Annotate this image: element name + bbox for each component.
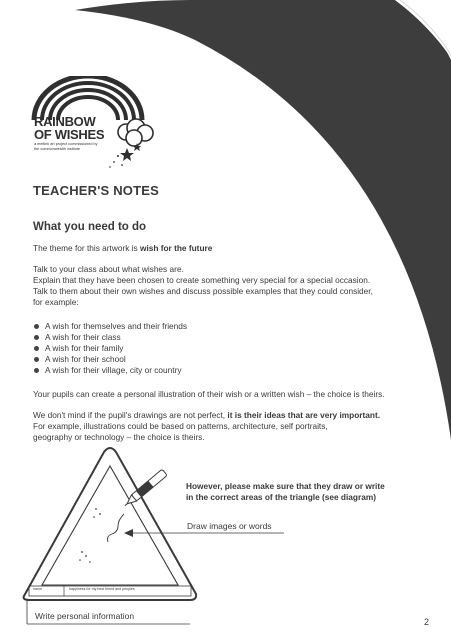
ideas-line: geography or technology – the choice is theirs.	[33, 432, 205, 442]
logo-tagline-1: a metlink art project commissioned by	[34, 142, 98, 146]
choice-paragraph: Your pupils can create a personal illustration of their wish or a written wish – the choice is theirs.	[33, 389, 385, 399]
list-item: A wish for their village, city or country	[33, 365, 187, 376]
logo	[30, 76, 160, 171]
callout-line: However, please make sure that they draw or write	[186, 481, 385, 491]
ideas-line: For example, illustrations could be based on patterns, architecture, self portraits,	[33, 421, 328, 431]
page-number: 2	[423, 617, 429, 627]
callout-line: in the correct areas of the triangle (see diagram)	[186, 492, 376, 502]
list-item: A wish for their family	[33, 343, 187, 354]
theme-prefix: The theme for this artwork is	[33, 243, 140, 253]
draw-area-label: Draw images or words	[187, 521, 272, 531]
intro-paragraph	[33, 264, 428, 308]
list-item: A wish for themselves and their friends	[33, 321, 187, 332]
logo-title-line1: RAINBOW	[34, 114, 96, 129]
ideas-emphasis: it is their ideas that are very important.	[227, 410, 381, 420]
page-title: TEACHER'S NOTES	[33, 183, 159, 198]
logo-title-line2: OF WISHES	[34, 127, 105, 142]
ideas-paragraph	[33, 410, 428, 443]
intro-line: for example:	[33, 297, 79, 307]
list-item: A wish for their class	[33, 332, 187, 343]
section-title: What you need to do	[33, 221, 147, 233]
intro-line: Explain that they have been chosen to create something very special for a special occasion.	[33, 275, 371, 285]
intro-line: Talk to them about their own wishes and discuss possible examples that they could consider,	[33, 286, 373, 296]
theme-emphasis: wish for the future	[139, 243, 213, 253]
logo-tagline-2: the commonwealth institute	[34, 147, 81, 151]
triangle-instructions	[186, 481, 416, 503]
write-area-label: Write personal information	[35, 611, 135, 621]
strip-name-label: name	[33, 587, 42, 591]
triangle-diagram	[0, 440, 451, 640]
list-item: A wish for their school	[33, 354, 187, 365]
theme-paragraph	[33, 243, 428, 254]
strip-wish-label: happiness for my best friend and peoples	[69, 587, 135, 591]
ideas-prefix: We don't mind if the pupil's drawings are not perfect,	[33, 410, 228, 420]
examples-list	[33, 321, 187, 376]
intro-line: Talk to your class about what wishes are.	[33, 264, 184, 274]
